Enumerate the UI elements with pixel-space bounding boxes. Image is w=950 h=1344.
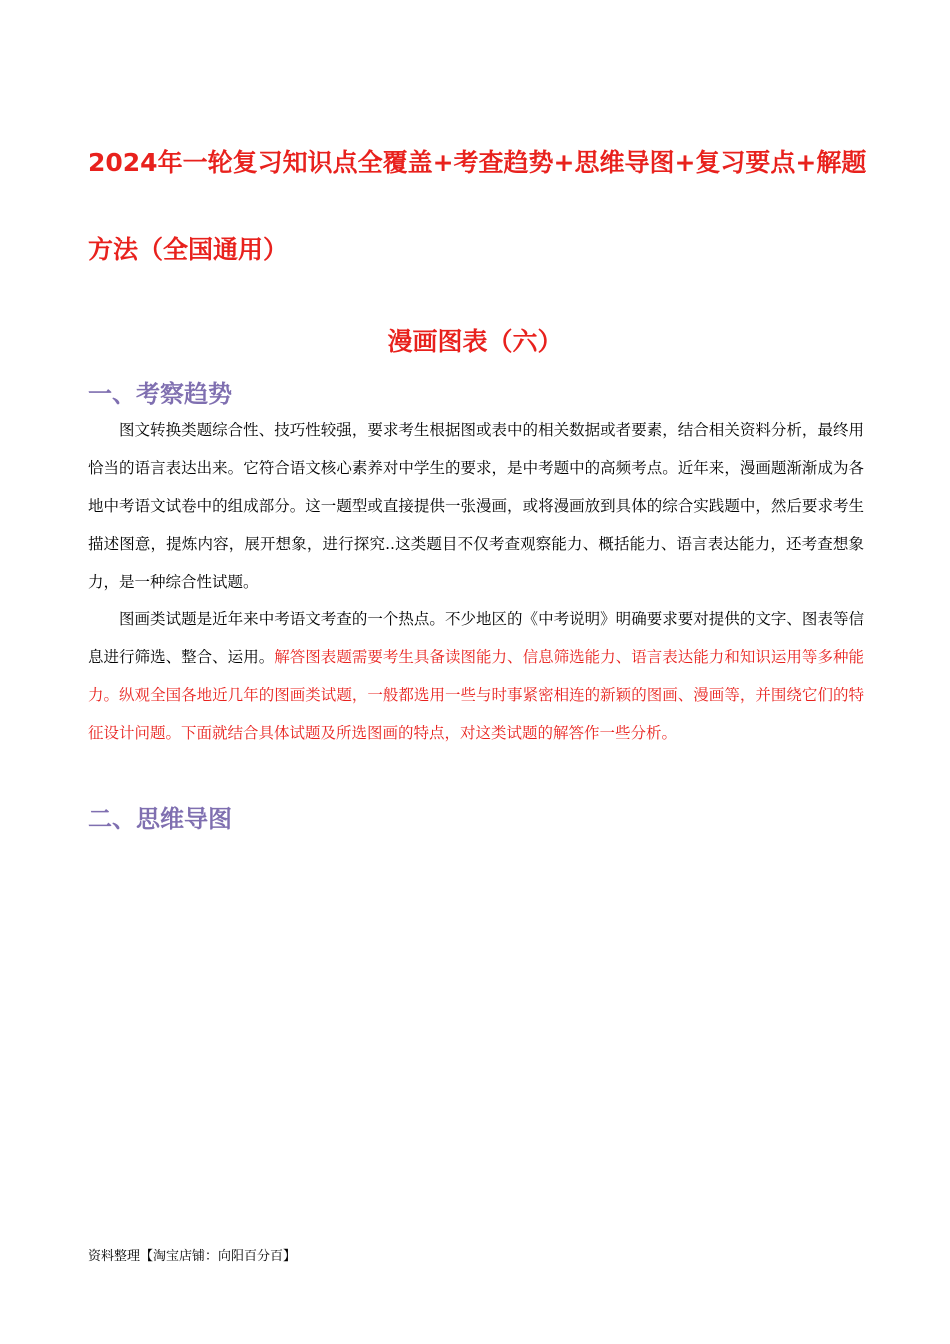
trend-paragraph-2-highlight: 解答图表题需要考生具备读图能力、信息筛选能力、语言表达能力和知识运用等多种能力。纵观全国各地近几年的图画类试题，一般都选用一些与时事紧密相连的新颖的图画、漫画等，并围绕它们的特征设计问题。下面就结合具体试题及所选图画的特点，对这类试题的解答作一些分析。 [88,648,864,742]
document-title-line-2: 方法（全国通用） [88,235,289,264]
trend-paragraph-1: 图文转换类题综合性、技巧性较强，要求考生根据图或表中的相关数据或者要素，结合相关资料分析，最终用恰当的语言表达出来。它符合语文核心素养对中学生的要求，是中考题中的高频考点。近年来，漫画题渐渐成为各地中考语文试卷中的组成部分。这一题型或直接提供一张漫画，或将漫画放到具体的综合实践题中，然后要求考生描述图意，提炼内容，展开想象，进行探究..这类题目不仅考查观察能力、概括能力、语言表达能力，还考查想象力，是一种综合性试题。 [88,421,864,591]
document-title-line-1: 2024年一轮复习知识点全覆盖+考查趋势+思维导图+复习要点+解题 [88,148,867,177]
trend-paragraph-2 [88,600,864,752]
section-heading-mind-map: 二、思维导图 [88,805,232,833]
section-heading-trends: 一、考察趋势 [88,380,232,408]
footer-source-note: 资料整理【淘宝店铺：向阳百分百】 [88,1249,297,1264]
document-subtitle: 漫画图表（六） [387,327,563,356]
trend-paragraph-2-text: 图画类试题是近年来中考语文考查的一个热点。不少地区的《中考说明》明确要求要对提供的文字、图表等信息进行筛选、整合、运用。 [88,610,864,666]
